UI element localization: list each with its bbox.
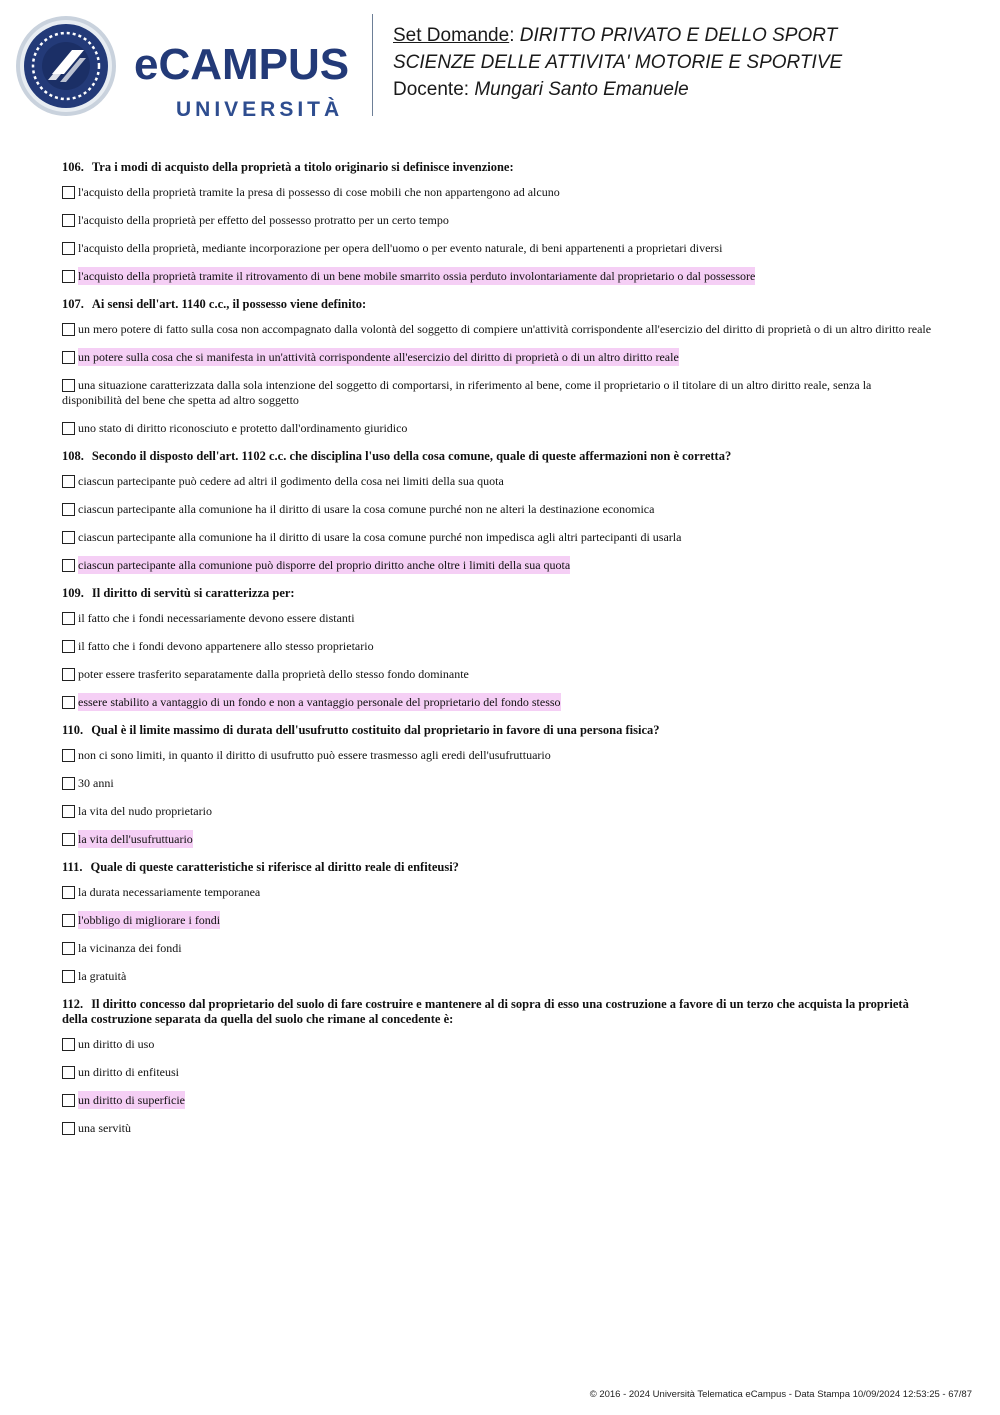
question-text: Tra i modi di acquisto della proprietà a titolo originario si definisce invenzione: [91,160,514,174]
answer-checkbox[interactable] [62,1094,75,1107]
set-line: Set Domande: DIRITTO PRIVATO E DELLO SPORT [393,25,838,46]
answer-text: una situazione caratterizzata dalla sola intenzione del soggetto di comportarsi, in riferimento al bene, come il proprietario o il titolare di un altro diritto reale, senza la disponibilità del bene che spetta ad altro soggetto [62,378,872,407]
answer-option [62,502,932,517]
answer-text: un diritto di uso [78,1037,155,1051]
answer-checkbox[interactable] [62,668,75,681]
teacher-name: Mungari Santo Emanuele [474,79,689,100]
question-title [62,860,932,875]
answer-text: l'acquisto della proprietà per effetto del possesso protratto per un certo tempo [78,213,449,227]
question-number: 108. [62,449,84,463]
answer-option [62,913,932,928]
answer-checkbox[interactable] [62,749,75,762]
answer-checkbox[interactable] [62,351,75,364]
answer-option [62,1065,932,1080]
answer-checkbox[interactable] [62,640,75,653]
correct-answer-text: essere stabilito a vantaggio di un fondo e non a vantaggio personale del proprietario del fondo stesso [78,695,561,709]
ecampus-seal-icon [14,14,118,118]
question-title [62,449,932,464]
answer-option [62,269,932,284]
set-label: Set Domande [393,25,510,46]
page-footer: © 2016 - 2024 Università Telematica eCampus - Data Stampa 10/09/2024 12:53:25 - 67/87 [589,1389,972,1400]
answer-text: non ci sono limiti, in quanto il diritto di usufrutto può essere trasmesso agli eredi dell'usufruttuario [78,748,551,762]
answer-text: 30 anni [78,776,114,790]
answer-checkbox[interactable] [62,531,75,544]
answer-option [62,1121,932,1136]
answer-option [62,350,932,365]
answer-text: la gratuità [78,969,127,983]
correct-answer-text: ciascun partecipante alla comunione può disporre del proprio diritto anche oltre i limiti della sua quota [78,558,571,572]
question-block [62,860,932,984]
answer-option [62,804,932,819]
answer-option [62,530,932,545]
answer-text: un diritto di enfiteusi [78,1065,179,1079]
answer-checkbox[interactable] [62,1122,75,1135]
logo-brand-text: eCAMPUS [134,40,350,89]
teacher-line [393,76,842,103]
answer-option [62,969,932,984]
answer-text: ciascun partecipante può cedere ad altri il godimento della cosa nei limiti della sua quota [78,474,504,488]
answer-checkbox[interactable] [62,475,75,488]
answer-option [62,695,932,710]
page-header [0,0,1000,130]
correct-answer-text: l'acquisto della proprietà tramite il ritrovamento di un bene mobile smarrito ossia perduto involontariamente dal proprietario o dal possessore [78,269,756,283]
question-text: Quale di queste caratteristiche si riferisce al diritto reale di enfiteusi? [90,860,459,874]
answer-text: il fatto che i fondi devono appartenere allo stesso proprietario [78,639,374,653]
correct-answer-text: la vita dell'usufruttuario [78,832,193,846]
answer-option [62,558,932,573]
question-title [62,297,932,312]
answer-checkbox[interactable] [62,270,75,283]
answer-checkbox[interactable] [62,914,75,927]
course-line [393,49,842,76]
answer-text: una servitù [78,1121,131,1135]
answer-text: la durata necessariamente temporanea [78,885,261,899]
answer-checkbox[interactable] [62,1038,75,1051]
question-list [62,160,932,1149]
answer-checkbox[interactable] [62,696,75,709]
course-name: SCIENZE DELLE ATTIVITA' MOTORIE E SPORTIVE [393,52,843,73]
answer-checkbox[interactable] [62,379,75,392]
question-block [62,586,932,710]
answer-text: poter essere trasferito separatamente dalla proprietà dello stesso fondo dominante [78,667,469,681]
correct-answer-text: un potere sulla cosa che si manifesta in un'attività corrispondente all'esercizio del diritto di proprietà o di un altro diritto reale [78,350,679,364]
answer-checkbox[interactable] [62,422,75,435]
question-title [62,723,932,738]
question-text: Ai sensi dell'art. 1140 c.c., il possesso viene definito: [91,297,367,311]
answer-checkbox[interactable] [62,186,75,199]
answer-option [62,667,932,682]
answer-text: l'acquisto della proprietà, mediante incorporazione per opera dell'uomo o per evento naturale, di beni appartenenti a proprietari diversi [78,241,723,255]
question-block [62,997,932,1136]
question-block [62,297,932,436]
question-title [62,160,932,175]
question-text: Il diritto concesso dal proprietario del suolo di fare costruire e mantenere al di sopra di esso una costruzione a favore di un terzo che acquista la proprietà della costruzione separata da quella del suolo che rimane al concedente è: [62,997,909,1026]
question-number: 107. [62,297,84,311]
correct-answer-text: un diritto di superficie [78,1093,185,1107]
answer-checkbox[interactable] [62,942,75,955]
question-block [62,160,932,284]
answer-option [62,885,932,900]
answer-checkbox[interactable] [62,612,75,625]
answer-checkbox[interactable] [62,214,75,227]
question-title [62,997,932,1027]
answer-option [62,1093,932,1108]
question-text: Il diritto di servitù si caratterizza per: [91,586,295,600]
question-text: Qual è il limite massimo di durata dell'usufrutto costituito dal proprietario in favore di una persona fisica? [91,723,660,737]
correct-answer-text: l'obbligo di migliorare i fondi [78,913,221,927]
answer-text: un mero potere di fatto sulla cosa non accompagnato dalla volontà del soggetto di compiere un'attività corrispondente all'esercizio del diritto di proprietà o di un altro diritto reale [78,322,932,336]
question-number: 112. [62,997,84,1011]
answer-checkbox[interactable] [62,242,75,255]
answer-option [62,378,932,408]
answer-text: la vita del nudo proprietario [78,804,212,818]
answer-option [62,421,932,436]
question-block [62,723,932,847]
header-info [393,22,842,103]
answer-option [62,241,932,256]
answer-text: la vicinanza dei fondi [78,941,182,955]
answer-option [62,748,932,763]
answer-text: il fatto che i fondi necessariamente devono essere distanti [78,611,355,625]
answer-checkbox[interactable] [62,777,75,790]
answer-text: uno stato di diritto riconosciuto e protetto dall'ordinamento giuridico [78,421,408,435]
answer-checkbox[interactable] [62,1066,75,1079]
answer-option [62,1037,932,1052]
teacher-label: Docente: [393,79,470,100]
question-title [62,586,932,601]
question-text: Secondo il disposto dell'art. 1102 c.c. che disciplina l'uso della cosa comune, quale di queste affermazioni non è corretta? [91,449,732,463]
header-divider [372,14,373,116]
answer-checkbox[interactable] [62,833,75,846]
answer-option [62,639,932,654]
answer-option [62,185,932,200]
answer-option [62,832,932,847]
answer-checkbox[interactable] [62,323,75,336]
answer-checkbox[interactable] [62,970,75,983]
set-title: DIRITTO PRIVATO E DELLO SPORT [519,25,838,46]
answer-option [62,776,932,791]
question-number: 106. [62,160,84,174]
answer-option [62,941,932,956]
answer-option [62,474,932,489]
question-number: 109. [62,586,84,600]
answer-text: ciascun partecipante alla comunione ha il diritto di usare la cosa comune purché non ne alteri la destinazione economica [78,502,655,516]
question-block [62,449,932,573]
answer-option [62,213,932,228]
question-number: 111. [62,860,83,874]
answer-checkbox[interactable] [62,886,75,899]
answer-option [62,611,932,626]
ecampus-logo [14,14,354,121]
answer-text: l'acquisto della proprietà tramite la presa di possesso di cose mobili che non appartengono ad alcuno [78,185,560,199]
answer-checkbox[interactable] [62,805,75,818]
answer-text: ciascun partecipante alla comunione ha il diritto di usare la cosa comune purché non impedisca agli altri partecipanti di usarla [78,530,682,544]
answer-checkbox[interactable] [62,503,75,516]
answer-option [62,322,932,337]
logo-subtitle-text: UNIVERSITÀ [176,98,344,121]
answer-checkbox[interactable] [62,559,75,572]
question-number: 110. [62,723,84,737]
